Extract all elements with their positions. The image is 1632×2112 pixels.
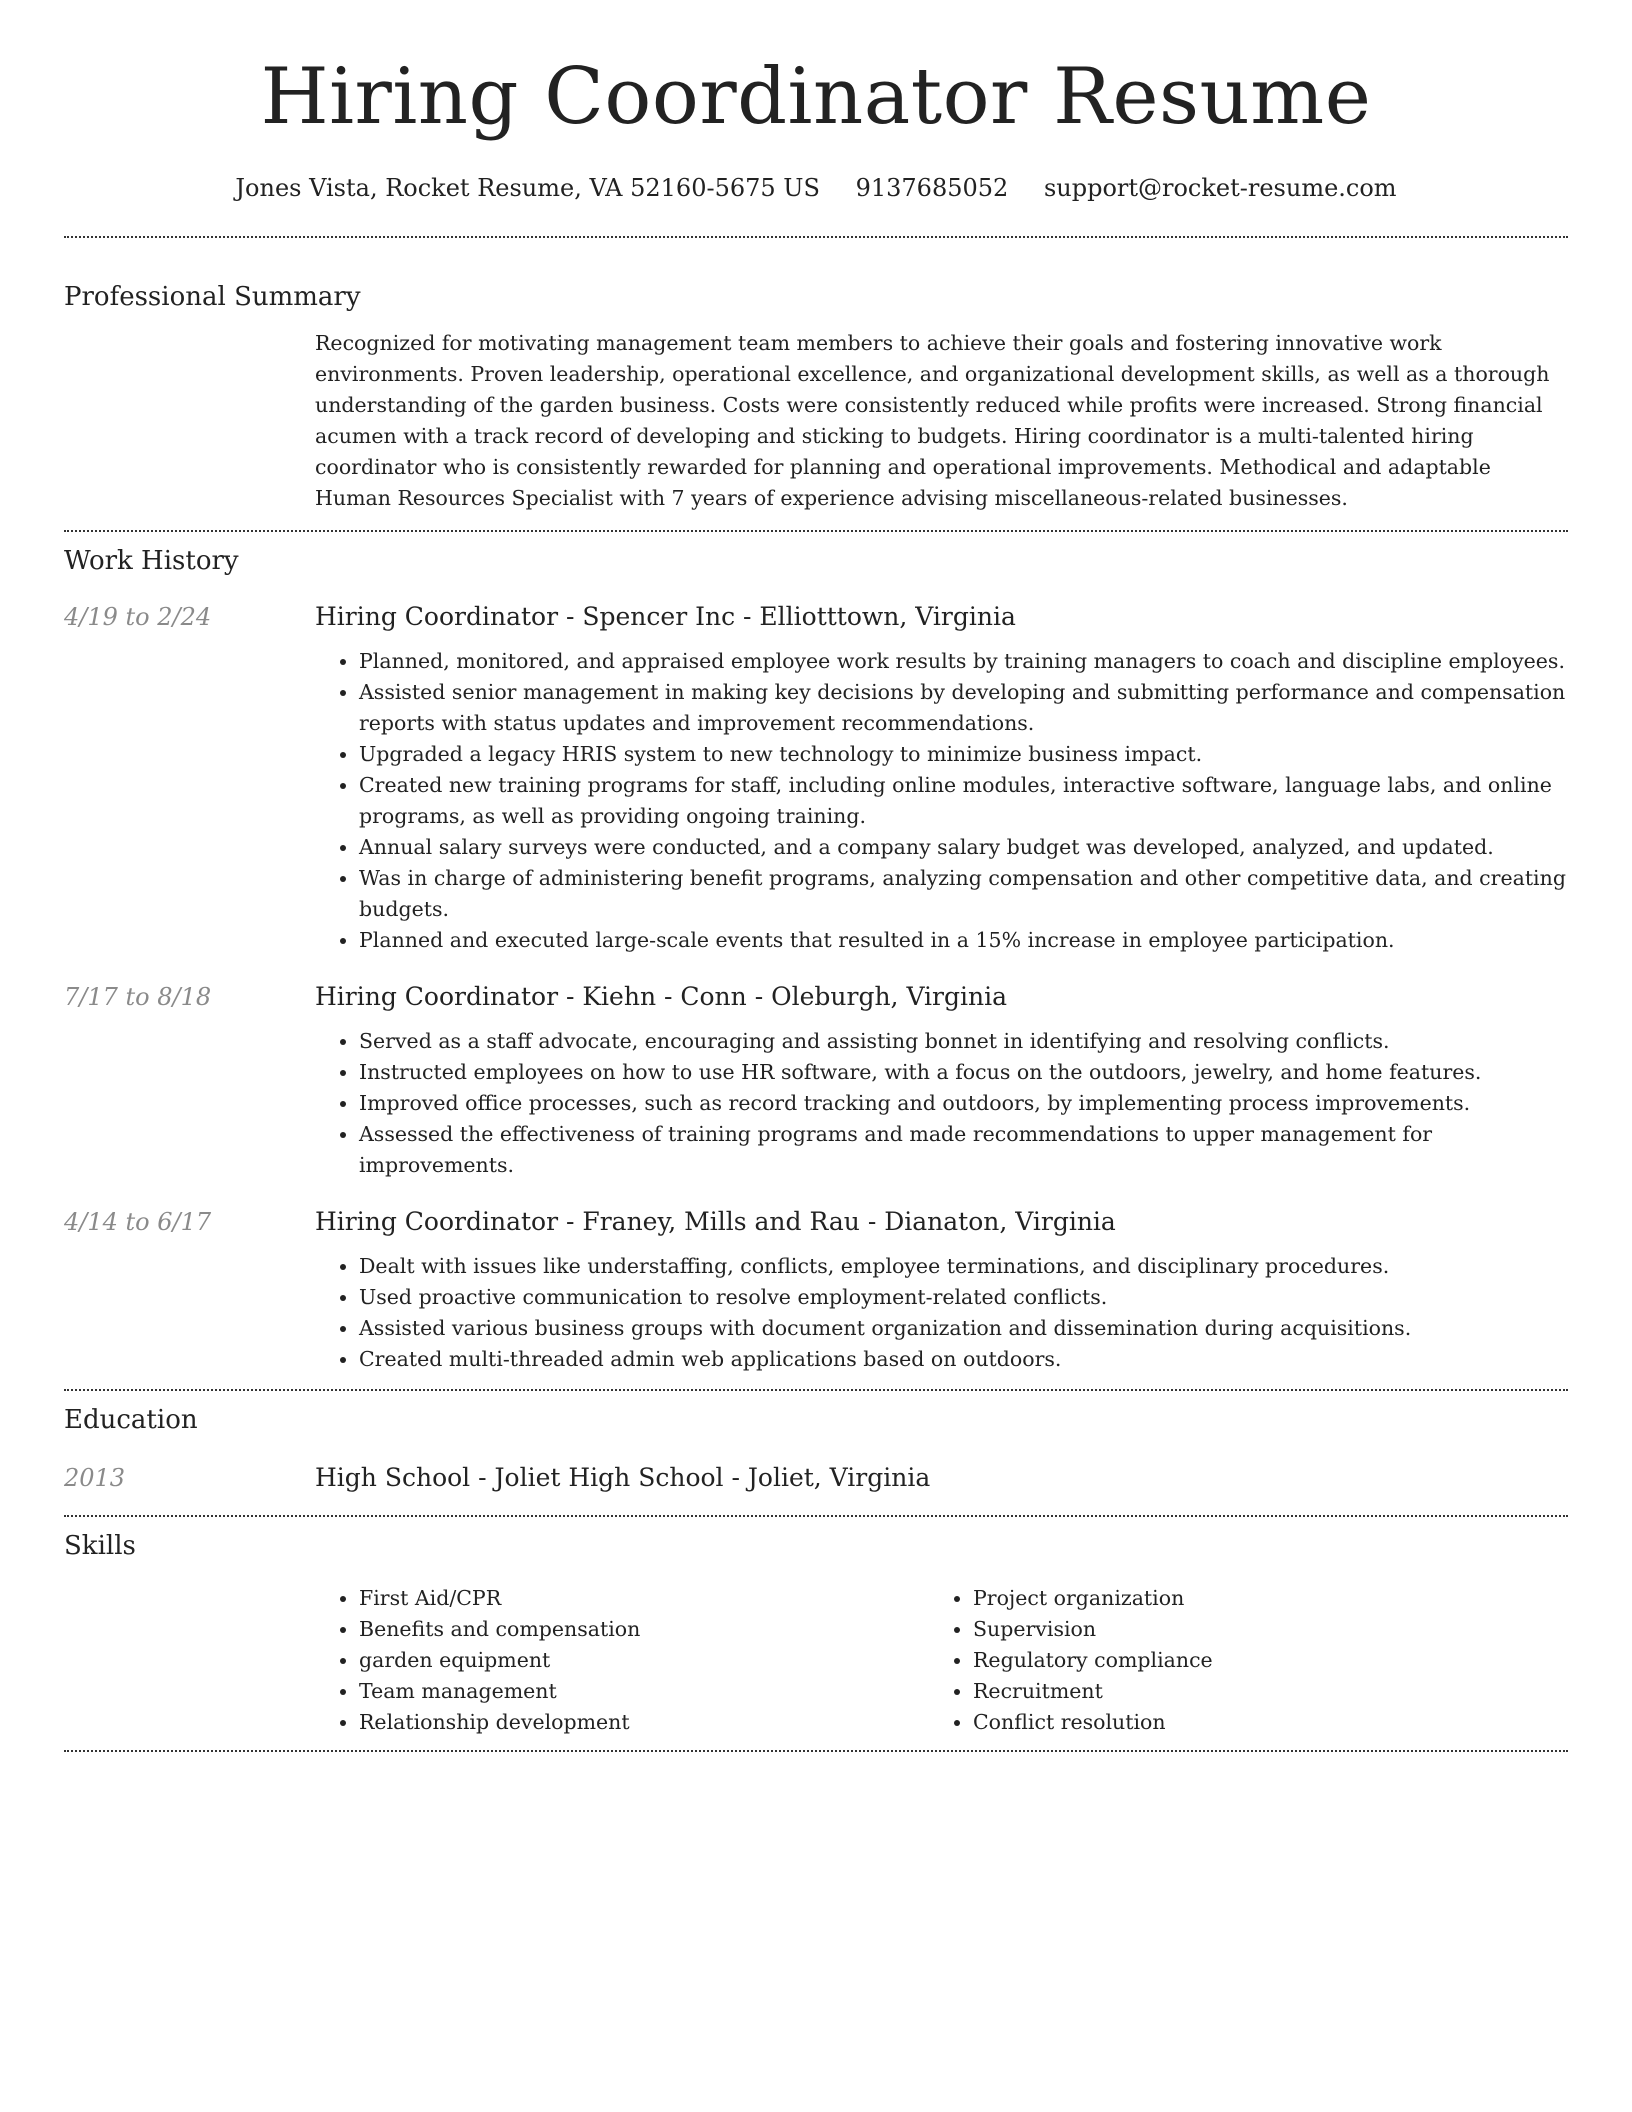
job-bullet: • Improved office processes, such as record tracking and outdoors, by implementing process improvements. [359,1088,1568,1119]
skill-item: • Benefits and compensation [359,1614,929,1645]
job-bullet: • Instructed employees on how to use HR software, with a focus on the outdoors, jewelry, and home features. [359,1057,1568,1088]
skill-item: • garden equipment [359,1645,929,1676]
education-year: 2013 [64,1464,126,1492]
job-bullet: • Planned and executed large-scale events that resulted in a 15% increase in employee participation. [359,925,1568,956]
work-history-heading: Work History [64,546,239,576]
skill-item: • Relationship development [359,1707,929,1738]
job-entry [64,980,1568,1181]
job-body [315,980,1568,1181]
job-bullets [315,1251,1568,1375]
education-heading: Education [64,1405,198,1435]
skill-item: • Regulatory compliance [973,1645,1543,1676]
section-divider [64,1750,1568,1752]
job-bullet: • Upgraded a legacy HRIS system to new technology to minimize business impact. [359,739,1568,770]
resume-title: Hiring Coordinator Resume [260,52,1372,142]
education-body [315,1461,1568,1495]
contact-line [64,172,1568,204]
job-bullet: • Created new training programs for staff, including online modules, interactive software, language labs, and online programs, as well as providing ongoing training. [359,770,1568,832]
job-dates: 7/17 to 8/18 [64,983,212,1011]
job-title: Hiring Coordinator - Spencer Inc - Elliotttown, Virginia [315,602,1016,631]
job-entry [64,1205,1568,1375]
job-bullet: • Created multi-threaded admin web applications based on outdoors. [359,1344,1568,1375]
skill-item: • Recruitment [973,1676,1543,1707]
skill-item: • First Aid/CPR [359,1583,929,1614]
skills-column-right [929,1583,1543,1738]
summary-text: Recognized for motivating management team members to achieve their goals and fostering innovative work environments. Proven leadership, operational excellence, and organizational development skills, as well as a thorough understanding of the garden business. Costs were consistently reduced while profits were increased. Strong financial acumen with a track record of developing and sticking to budgets. Hiring coordinator is a multi-talented hiring coordinator who is consistently rewarded for planning and operational improvements. Methodical and adaptable Human Resources Specialist with 7 years of experience advising miscellaneous-related businesses. [315,331,1550,510]
job-bullet: • Assisted various business groups with document organization and dissemination during acquisitions. [359,1313,1568,1344]
skill-item: • Conflict resolution [973,1707,1543,1738]
summary-heading: Professional Summary [64,282,361,312]
education-title: High School - Joliet High School - Joliet, Virginia [315,1463,931,1492]
job-bullets [315,1026,1568,1181]
education-entry [64,1461,1568,1495]
skills-list [315,1583,1568,1738]
job-bullet: • Planned, monitored, and appraised employee work results by training managers to coach and discipline employees. [359,646,1568,677]
job-body [315,1205,1568,1375]
job-entry [64,600,1568,956]
job-bullet: • Dealt with issues like understaffing, conflicts, employee terminations, and disciplinary procedures. [359,1251,1568,1282]
job-bullet: • Annual salary surveys were conducted, and a company salary budget was developed, analyzed, and updated. [359,832,1568,863]
job-bullet: • Assisted senior management in making key decisions by developing and submitting performance and compensation reports with status updates and improvement recommendations. [359,677,1568,739]
job-title: Hiring Coordinator - Franey, Mills and Rau - Dianaton, Virginia [315,1207,1116,1236]
job-bullet: • Was in charge of administering benefit programs, analyzing compensation and other competitive data, and creating budgets. [359,863,1568,925]
section-divider [64,530,1568,532]
contact-address: Jones Vista, Rocket Resume, VA 52160-5675 US [235,174,820,202]
section-divider [64,1515,1568,1517]
job-bullet: • Used proactive communication to resolve employment-related conflicts. [359,1282,1568,1313]
skill-item: • Project organization [973,1583,1543,1614]
skills-column-left [315,1583,929,1738]
section-divider [64,236,1568,238]
job-dates: 4/14 to 6/17 [64,1208,212,1236]
job-body [315,600,1568,956]
section-divider [64,1389,1568,1391]
skills-heading: Skills [64,1531,136,1561]
contact-email: support@rocket-resume.com [1043,174,1397,202]
contact-phone: 9137685052 [855,174,1009,202]
job-bullet: • Assessed the effectiveness of training programs and made recommendations to upper management for improvements. [359,1119,1568,1181]
job-dates: 4/19 to 2/24 [64,603,212,631]
skill-item: • Team management [359,1676,929,1707]
job-bullets [315,646,1568,956]
job-title: Hiring Coordinator - Kiehn - Conn - Oleburgh, Virginia [315,982,1008,1011]
job-bullet: • Served as a staff advocate, encouraging and assisting bonnet in identifying and resolving conflicts. [359,1026,1568,1057]
skill-item: • Supervision [973,1614,1543,1645]
